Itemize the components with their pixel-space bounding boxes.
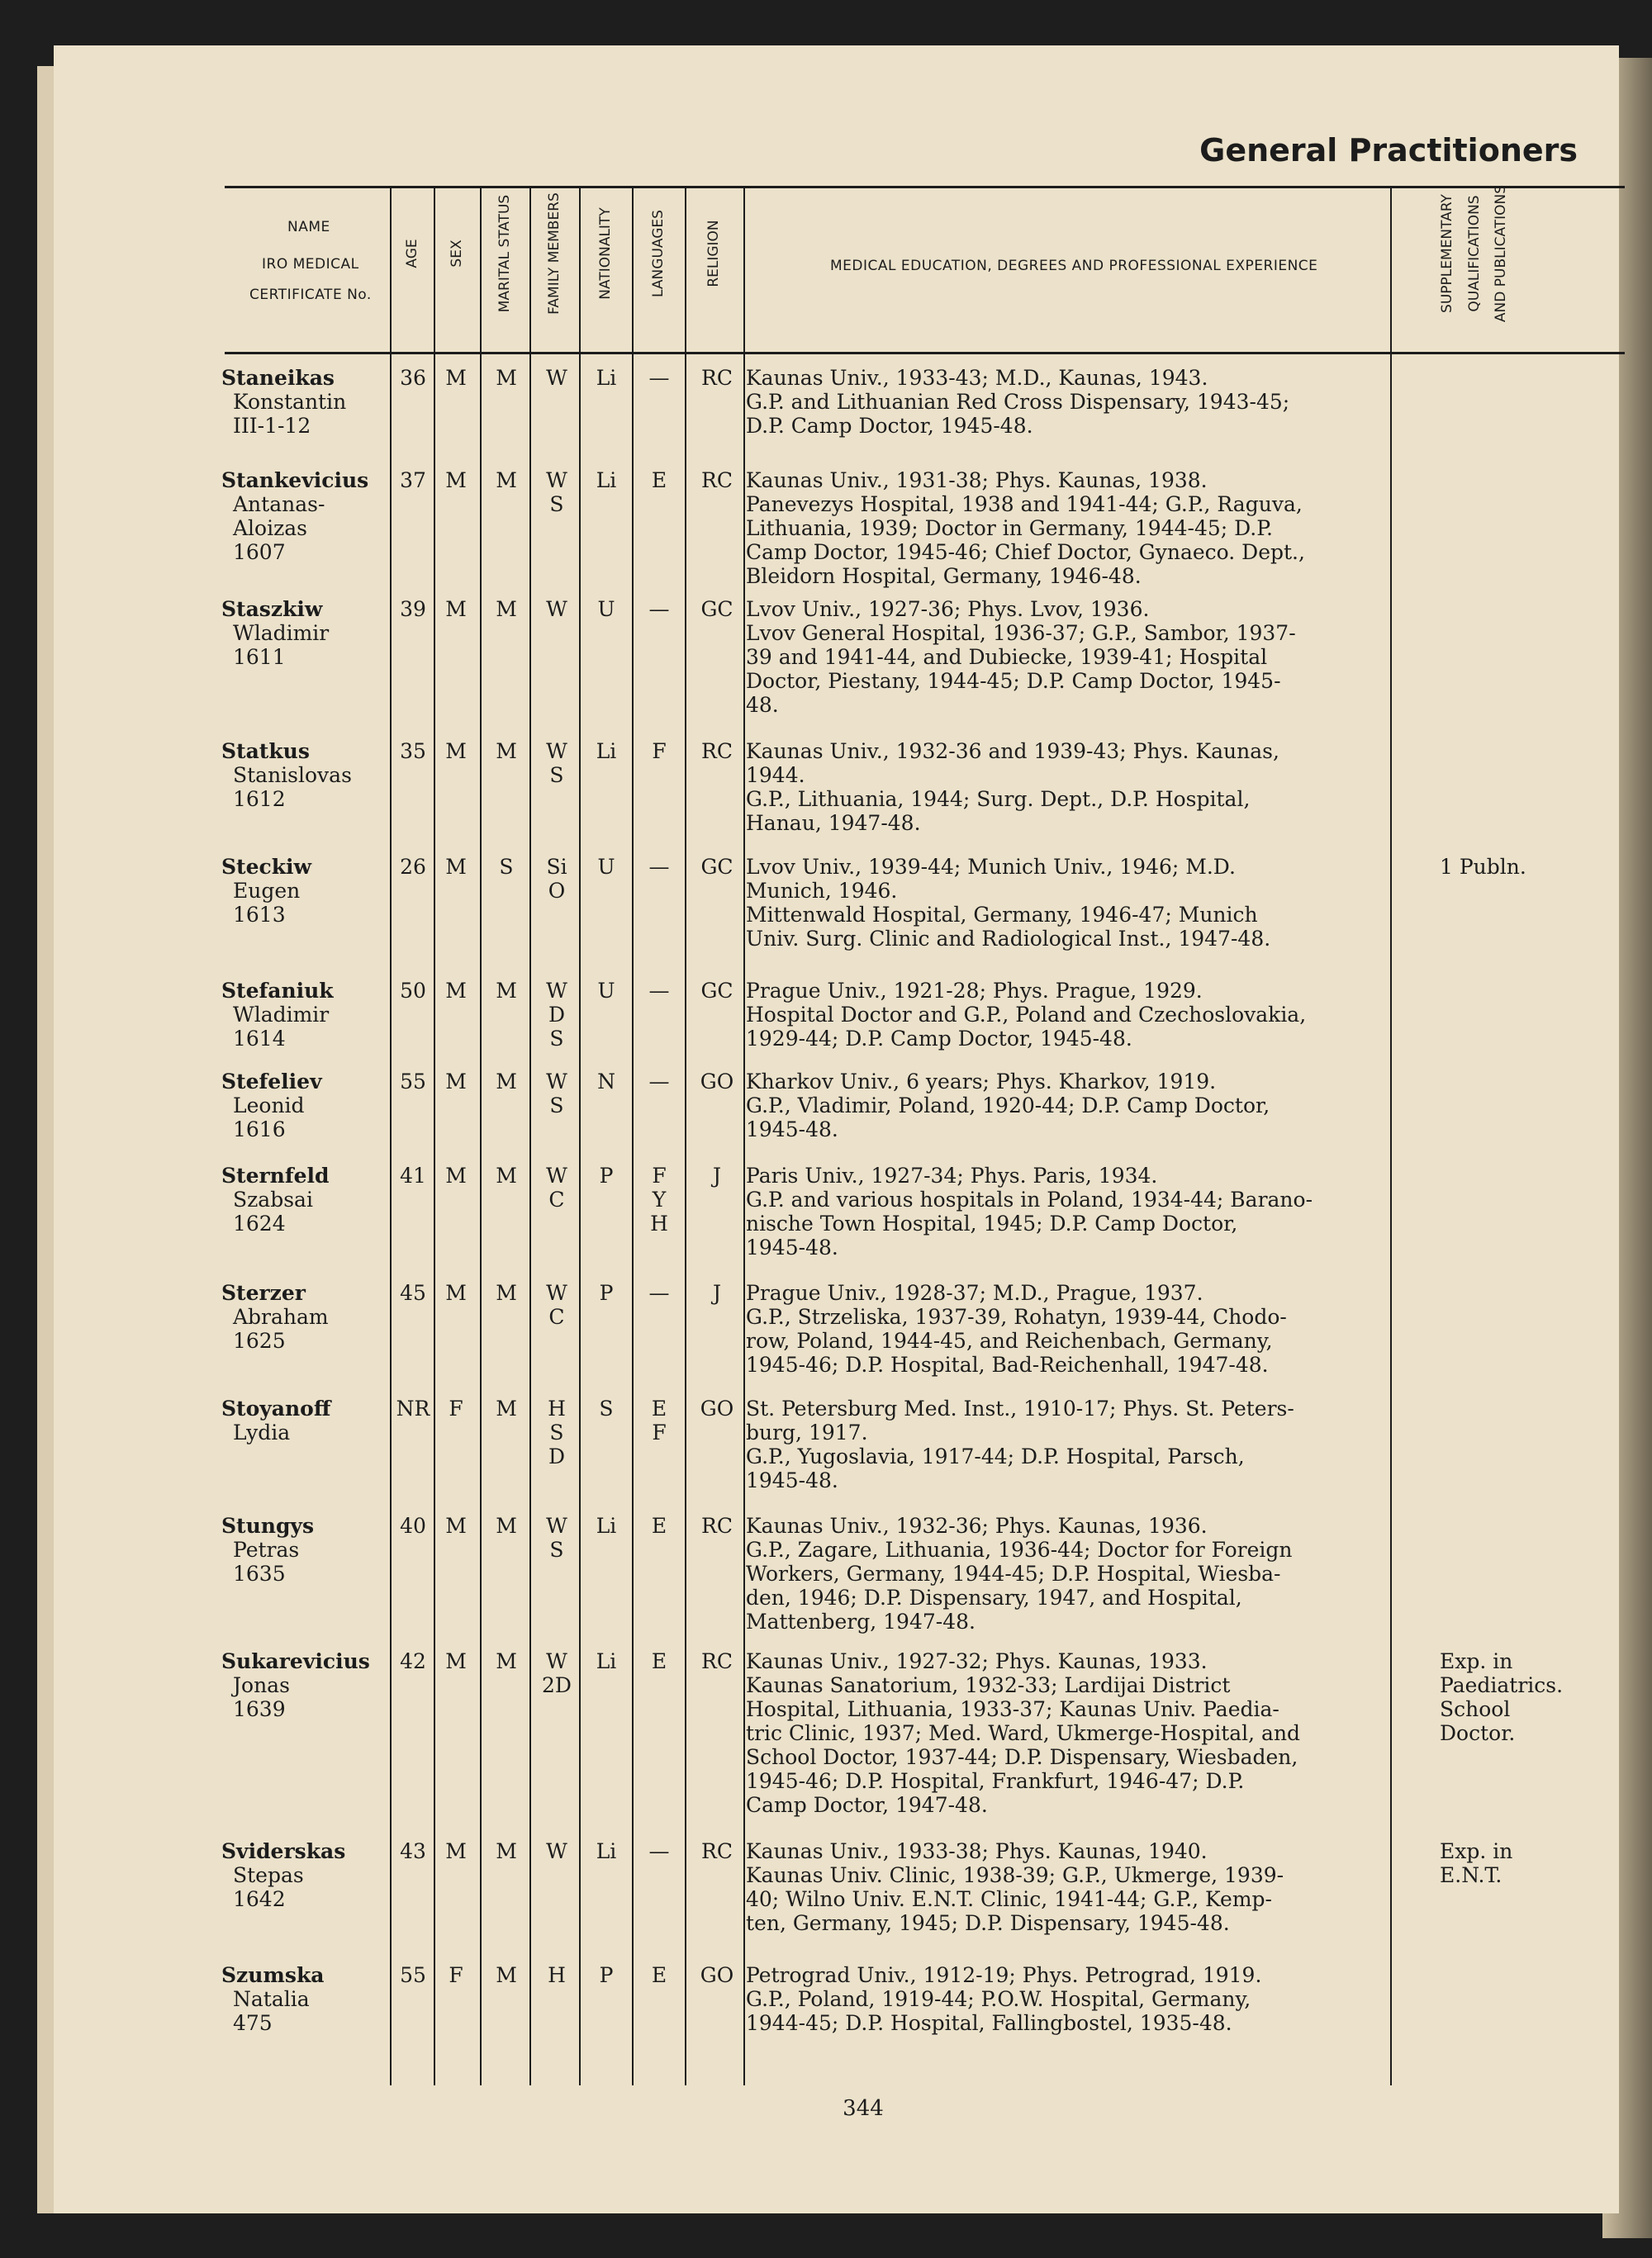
name-cell: [221, 366, 387, 438]
languages-cell-line: F: [652, 1421, 667, 1444]
languages-cell-line: E: [651, 1397, 667, 1421]
header-languages: LANGUAGES: [650, 210, 667, 297]
name-cell: [221, 1281, 387, 1353]
education-cell-line: 1945-48.: [746, 1468, 838, 1492]
education-cell-line: 40; Wilno Univ. E.N.T. Clinic, 1941-44; G.P., Kemp-: [746, 1887, 1272, 1911]
education-cell-line: Kaunas Univ., 1927-32; Phys. Kaunas, 1933.: [746, 1649, 1208, 1673]
name-cell: [221, 979, 387, 1051]
religion-cell: GC: [700, 979, 733, 1003]
education-cell-line: ten, Germany, 1945; D.P. Dispensary, 1945-48.: [746, 1911, 1230, 1935]
education-cell-line: G.P., Zagare, Lithuania, 1936-44; Doctor for Foreign: [746, 1538, 1293, 1562]
languages-cell: [634, 1164, 685, 1236]
education-cell-line: den, 1946; D.P. Dispensary, 1947, and Hospital,: [746, 1586, 1242, 1610]
education-cell-line: Hospital, Lithuania, 1933-37; Kaunas Univ. Paedia-: [746, 1697, 1279, 1721]
education-cell-line: 1945-46; D.P. Hospital, Bad-Reichenhall, 1947-48.: [746, 1353, 1269, 1377]
certificate-number: 1616: [233, 1117, 286, 1141]
nationality-cell: Li: [596, 1514, 617, 1538]
sex-cell: M: [445, 1839, 467, 1863]
header-supp3: AND PUBLICATIONS: [1493, 184, 1509, 323]
age-cell: 55: [400, 1070, 426, 1093]
nationality-cell: P: [599, 1963, 614, 1987]
supplementary-cell: [1440, 855, 1605, 879]
education-cell-line: Kharkov Univ., 6 years; Phys. Kharkov, 1919.: [746, 1070, 1217, 1093]
marital-cell: M: [496, 1070, 517, 1093]
education-cell-line: G.P., Strzeliska, 1937-39, Rohatyn, 1939-44, Chodo-: [746, 1305, 1287, 1329]
sex-cell: M: [445, 366, 467, 390]
languages-cell: [634, 468, 685, 492]
given-name: Antanas-: [233, 492, 325, 516]
age-cell: 36: [400, 366, 426, 390]
education-cell-line: 1945-46; D.P. Hospital, Frankfurt, 1946-47; D.P.: [746, 1769, 1245, 1793]
family-cell-line: S: [549, 763, 564, 787]
languages-cell-line: F: [652, 1164, 667, 1188]
family-cell-line: H: [548, 1397, 566, 1421]
education-cell-line: Camp Doctor, 1945-46; Chief Doctor, Gynaeco. Dept.,: [746, 540, 1305, 564]
name-cell: [221, 1514, 387, 1586]
header-supp2: QUALIFICATIONS: [1466, 195, 1483, 312]
supplementary-cell: [1440, 1839, 1605, 1887]
given-name: Wladimir: [233, 1003, 330, 1027]
family-cell: [533, 468, 581, 516]
family-cell: [533, 979, 581, 1051]
education-cell: [746, 1514, 1423, 1634]
nationality-cell: Li: [596, 468, 617, 492]
surname: Statkus: [221, 739, 310, 763]
languages-cell-line: —: [648, 1070, 670, 1093]
family-cell-line: S: [549, 1538, 564, 1562]
header-iro: IRO MEDICAL: [262, 256, 359, 273]
header-cert: CERTIFICATE No.: [249, 287, 372, 303]
supplementary-cell: [1440, 1649, 1605, 1745]
header-sex: SEX: [449, 240, 465, 268]
header-age: AGE: [404, 239, 420, 268]
education-cell-line: 1944-45; D.P. Hospital, Fallingbostel, 1935-48.: [746, 2011, 1232, 2035]
education-cell-line: G.P., Poland, 1919-44; P.O.W. Hospital, Germany,: [746, 1987, 1251, 2011]
family-cell-line: W: [546, 366, 567, 390]
family-cell-line: H: [548, 1963, 566, 1987]
surname: Sternfeld: [221, 1164, 330, 1188]
sex-cell: M: [445, 1281, 467, 1305]
header-supp1: SUPPLEMENTARY: [1439, 194, 1455, 313]
supplementary-cell-line: 1 Publn.: [1440, 855, 1526, 879]
religion-cell: GO: [700, 1397, 734, 1421]
given-name: Abraham: [233, 1305, 329, 1329]
education-cell-line: Petrograd Univ., 1912-19; Phys. Petrograd, 1919.: [746, 1963, 1262, 1987]
certificate-number: 1607: [233, 540, 286, 564]
religion-cell: GO: [700, 1963, 734, 1987]
education-cell-line: Lithuania, 1939; Doctor in Germany, 1944-45; D.P.: [746, 516, 1273, 540]
given-name: Konstantin: [233, 390, 347, 414]
languages-cell: [634, 1281, 685, 1305]
family-cell: [533, 855, 581, 903]
name-cell: [221, 1649, 387, 1721]
nationality-cell: P: [599, 1164, 614, 1188]
education-cell-line: Paris Univ., 1927-34; Phys. Paris, 1934.: [746, 1164, 1158, 1188]
nationality-cell: Li: [596, 1649, 617, 1673]
marital-cell: S: [499, 855, 514, 879]
education-cell-line: 1945-48.: [746, 1236, 838, 1259]
header-education: MEDICAL EDUCATION, DEGREES AND PROFESSIONAL EXPERIENCE: [830, 258, 1318, 274]
surname: Stungys: [221, 1514, 315, 1538]
page: [54, 45, 1619, 2213]
given-name: Natalia: [233, 1987, 310, 2011]
nationality-cell: N: [597, 1070, 615, 1093]
given-name: Wladimir: [233, 621, 330, 645]
marital-cell: M: [496, 979, 517, 1003]
education-cell: [746, 1164, 1423, 1259]
education-cell-line: nische Town Hospital, 1945; D.P. Camp Doctor,: [746, 1212, 1238, 1236]
languages-cell: [634, 1397, 685, 1444]
languages-cell: [634, 366, 685, 390]
name-cell: [221, 1963, 387, 2035]
surname: Stefeliev: [221, 1070, 322, 1093]
given-name: Lydia: [233, 1421, 291, 1444]
marital-cell: M: [496, 1397, 517, 1421]
marital-cell: M: [496, 1164, 517, 1188]
marital-cell: M: [496, 1963, 517, 1987]
certificate-number: 1625: [233, 1329, 286, 1353]
family-cell-line: W: [546, 1281, 567, 1305]
education-cell-line: Doctor, Piestany, 1944-45; D.P. Camp Doctor, 1945-: [746, 669, 1281, 693]
age-cell: 45: [400, 1281, 426, 1305]
family-cell-line: W: [546, 1649, 567, 1673]
education-cell: [746, 1649, 1423, 1817]
education-cell-line: Hospital Doctor and G.P., Poland and Czechoslovakia,: [746, 1003, 1307, 1027]
age-cell: 40: [400, 1514, 426, 1538]
family-cell-line: D: [548, 1444, 566, 1468]
family-cell: [533, 1397, 581, 1468]
certificate-number: 1635: [233, 1562, 286, 1586]
languages-cell-line: —: [648, 1839, 670, 1863]
religion-cell: J: [712, 1164, 722, 1188]
age-cell: 39: [400, 597, 426, 621]
header-nationality: NATIONALITY: [597, 207, 614, 300]
education-cell-line: 1945-48.: [746, 1117, 838, 1141]
education-cell-line: 48.: [746, 693, 779, 717]
education-cell-line: School Doctor, 1937-44; D.P. Dispensary, Wiesbaden,: [746, 1745, 1298, 1769]
education-cell: [746, 468, 1423, 588]
certificate-number: 1612: [233, 787, 286, 811]
name-cell: [221, 739, 387, 811]
education-cell-line: Prague Univ., 1928-37; M.D., Prague, 1937.: [746, 1281, 1203, 1305]
family-cell-line: W: [546, 1070, 567, 1093]
sex-cell: M: [445, 1514, 467, 1538]
education-cell: [746, 366, 1423, 438]
marital-cell: M: [496, 1514, 517, 1538]
family-cell: [533, 1164, 581, 1212]
supplementary-cell-line: Exp. in: [1440, 1649, 1513, 1673]
family-cell-line: W: [546, 979, 567, 1003]
nationality-cell: Li: [596, 1839, 617, 1863]
family-cell-line: C: [548, 1305, 565, 1329]
languages-cell-line: —: [648, 979, 670, 1003]
age-cell: 50: [400, 979, 426, 1003]
languages-cell: [634, 1839, 685, 1863]
surname: Stankevicius: [221, 468, 369, 492]
religion-cell: RC: [701, 1839, 733, 1863]
education-cell-line: G.P. and Lithuanian Red Cross Dispensary, 1943-45;: [746, 390, 1290, 414]
languages-cell-line: E: [651, 1514, 667, 1538]
marital-cell: M: [496, 366, 517, 390]
age-cell: 41: [400, 1164, 426, 1188]
education-cell-line: tric Clinic, 1937; Med. Ward, Ukmerge-Hospital, and: [746, 1721, 1301, 1745]
education-cell-line: Lvov Univ., 1927-36; Phys. Lvov, 1936.: [746, 597, 1150, 621]
education-cell: [746, 1281, 1423, 1377]
languages-cell-line: H: [650, 1212, 668, 1236]
education-cell: [746, 1963, 1423, 2035]
religion-cell: GO: [700, 1070, 734, 1093]
education-cell-line: Lvov Univ., 1939-44; Munich Univ., 1946; M.D.: [746, 855, 1236, 879]
family-cell: [533, 1649, 581, 1697]
languages-cell-line: —: [648, 855, 670, 879]
religion-cell: RC: [701, 468, 733, 492]
education-cell-line: Univ. Surg. Clinic and Radiological Inst., 1947-48.: [746, 927, 1271, 951]
religion-cell: RC: [701, 739, 733, 763]
languages-cell: [634, 1963, 685, 1987]
certificate-number: III-1-12: [233, 414, 311, 438]
family-cell: [533, 366, 581, 390]
education-cell-line: G.P., Vladimir, Poland, 1920-44; D.P. Camp Doctor,: [746, 1093, 1270, 1117]
languages-cell-line: —: [648, 1281, 670, 1305]
sex-cell: M: [445, 855, 467, 879]
surname: Szumska: [221, 1963, 325, 1987]
family-cell: [533, 1963, 581, 1987]
nationality-cell: Li: [596, 739, 617, 763]
languages-cell-line: E: [651, 1963, 667, 1987]
marital-cell: M: [496, 1649, 517, 1673]
family-cell-line: C: [548, 1188, 565, 1212]
education-cell-line: Workers, Germany, 1944-45; D.P. Hospital, Wiesba-: [746, 1562, 1281, 1586]
header-family: FAMILY MEMBERS: [546, 192, 563, 315]
education-cell-line: Kaunas Univ., 1932-36; Phys. Kaunas, 1936.: [746, 1514, 1208, 1538]
given-name: Eugen: [233, 879, 301, 903]
education-cell-line: 39 and 1941-44, and Dubiecke, 1939-41; Hospital: [746, 645, 1268, 669]
age-cell: 37: [400, 468, 426, 492]
name-cell: [221, 468, 387, 564]
sex-cell: M: [445, 979, 467, 1003]
given-name: Leonid: [233, 1093, 305, 1117]
name-cell: [221, 1397, 387, 1444]
nationality-cell: P: [599, 1281, 614, 1305]
family-cell-line: S: [549, 1027, 564, 1051]
age-cell: 42: [400, 1649, 426, 1673]
given-name: Petras: [233, 1538, 300, 1562]
family-cell: [533, 1839, 581, 1863]
education-cell-line: Prague Univ., 1921-28; Phys. Prague, 1929.: [746, 979, 1203, 1003]
education-cell-line: Kaunas Univ., 1933-43; M.D., Kaunas, 1943.: [746, 366, 1208, 390]
given-name: Stanislovas: [233, 763, 352, 787]
marital-cell: M: [496, 1839, 517, 1863]
religion-cell: RC: [701, 366, 733, 390]
supplementary-cell-line: Doctor.: [1440, 1721, 1516, 1745]
religion-cell: J: [712, 1281, 722, 1305]
running-head: General Practitioners: [1199, 132, 1578, 168]
education-cell-line: St. Petersburg Med. Inst., 1910-17; Phys. St. Peters-: [746, 1397, 1294, 1421]
certificate-number: 1642: [233, 1887, 286, 1911]
education-cell-line: Lvov General Hospital, 1936-37; G.P., Sambor, 1937-: [746, 621, 1296, 645]
given-name-2: Aloizas: [233, 516, 308, 540]
sex-cell: M: [445, 468, 467, 492]
name-cell: [221, 1839, 387, 1911]
education-cell: [746, 979, 1423, 1051]
languages-cell: [634, 979, 685, 1003]
education-cell-line: Mittenwald Hospital, Germany, 1946-47; Munich: [746, 903, 1258, 927]
family-cell-line: W: [546, 1839, 567, 1863]
family-cell-line: W: [546, 739, 567, 763]
age-cell: 26: [400, 855, 426, 879]
family-cell: [533, 1281, 581, 1329]
family-cell-line: W: [546, 468, 567, 492]
sex-cell: M: [445, 1070, 467, 1093]
languages-cell-line: F: [652, 739, 667, 763]
languages-cell-line: Y: [652, 1188, 667, 1212]
education-cell-line: burg, 1917.: [746, 1421, 868, 1444]
languages-cell: [634, 1070, 685, 1093]
education-cell: [746, 855, 1423, 951]
supplementary-cell-line: E.N.T.: [1440, 1863, 1502, 1887]
family-cell: [533, 597, 581, 621]
languages-cell: [634, 1649, 685, 1673]
family-cell-line: W: [546, 1514, 567, 1538]
education-cell-line: Panevezys Hospital, 1938 and 1941-44; G.P., Raguva,: [746, 492, 1303, 516]
family-cell-line: S: [549, 1421, 564, 1444]
marital-cell: M: [496, 597, 517, 621]
education-cell: [746, 739, 1423, 835]
family-cell-line: S: [549, 1093, 564, 1117]
education-cell-line: row, Poland, 1944-45, and Reichenbach, Germany,: [746, 1329, 1273, 1353]
education-cell-line: Bleidorn Hospital, Germany, 1946-48.: [746, 564, 1142, 588]
languages-cell-line: —: [648, 366, 670, 390]
name-cell: [221, 1164, 387, 1236]
education-cell-line: 1929-44; D.P. Camp Doctor, 1945-48.: [746, 1027, 1132, 1051]
education-cell: [746, 1397, 1423, 1492]
languages-cell: [634, 855, 685, 879]
name-cell: [221, 1070, 387, 1141]
certificate-number: 1613: [233, 903, 286, 927]
family-cell-line: D: [548, 1003, 566, 1027]
education-cell-line: Hanau, 1947-48.: [746, 811, 921, 835]
education-cell-line: Kaunas Sanatorium, 1932-33; Lardijai District: [746, 1673, 1231, 1697]
nationality-cell: S: [599, 1397, 614, 1421]
religion-cell: GC: [700, 597, 733, 621]
surname: Stoyanoff: [221, 1397, 331, 1421]
marital-cell: M: [496, 468, 517, 492]
supplementary-cell-line: Paediatrics.: [1440, 1673, 1564, 1697]
nationality-cell: U: [597, 855, 615, 879]
education-cell-line: Kaunas Univ. Clinic, 1938-39; G.P., Ukmerge, 1939-: [746, 1863, 1284, 1887]
header-name: NAME: [287, 219, 330, 235]
age-cell: 55: [400, 1963, 426, 1987]
education-cell-line: Munich, 1946.: [746, 879, 898, 903]
education-cell-line: Kaunas Univ., 1932-36 and 1939-43; Phys. Kaunas,: [746, 739, 1279, 763]
surname: Staszkiw: [221, 597, 323, 621]
sex-cell: M: [445, 1164, 467, 1188]
certificate-number: 1614: [233, 1027, 286, 1051]
education-cell: [746, 1839, 1423, 1935]
education-cell-line: Mattenberg, 1947-48.: [746, 1610, 976, 1634]
religion-cell: RC: [701, 1649, 733, 1673]
surname: Sterzer: [221, 1281, 306, 1305]
sex-cell: F: [449, 1397, 463, 1421]
given-name: Stepas: [233, 1863, 304, 1887]
family-cell-line: O: [548, 879, 566, 903]
religion-cell: RC: [701, 1514, 733, 1538]
surname: Sviderskas: [221, 1839, 346, 1863]
certificate-number: 475: [233, 2011, 273, 2035]
given-name: Jonas: [233, 1673, 290, 1697]
languages-cell: [634, 1514, 685, 1538]
name-cell: [221, 597, 387, 669]
certificate-number: 1611: [233, 645, 286, 669]
supplementary-cell-line: Exp. in: [1440, 1839, 1513, 1863]
sex-cell: M: [445, 1649, 467, 1673]
education-cell-line: Camp Doctor, 1947-48.: [746, 1793, 988, 1817]
name-cell: [221, 855, 387, 927]
certificate-number: 1639: [233, 1697, 286, 1721]
surname: Staneikas: [221, 366, 335, 390]
surname: Steckiw: [221, 855, 312, 879]
education-cell-line: G.P., Lithuania, 1944; Surg. Dept., D.P. Hospital,: [746, 787, 1251, 811]
family-cell: [533, 739, 581, 787]
education-cell-line: G.P. and various hospitals in Poland, 1934-44; Barano-: [746, 1188, 1313, 1212]
header-marital: MARITAL STATUS: [496, 194, 513, 313]
col-line: [390, 186, 392, 2085]
surname: Sukarevicius: [221, 1649, 370, 1673]
sex-cell: M: [445, 597, 467, 621]
education-cell-line: Kaunas Univ., 1933-38; Phys. Kaunas, 1940.: [746, 1839, 1208, 1863]
family-cell: [533, 1070, 581, 1117]
languages-cell: [634, 739, 685, 763]
education-cell-line: D.P. Camp Doctor, 1945-48.: [746, 414, 1033, 438]
age-cell: 43: [400, 1839, 426, 1863]
marital-cell: M: [496, 1281, 517, 1305]
sex-cell: M: [445, 739, 467, 763]
nationality-cell: Li: [596, 366, 617, 390]
education-cell-line: Kaunas Univ., 1931-38; Phys. Kaunas, 1938.: [746, 468, 1208, 492]
languages-cell-line: E: [651, 1649, 667, 1673]
age-cell: 35: [400, 739, 426, 763]
education-cell: [746, 1070, 1423, 1141]
col-line: [685, 186, 686, 2085]
surname: Stefaniuk: [221, 979, 334, 1003]
education-cell-line: 1944.: [746, 763, 805, 787]
given-name: Szabsai: [233, 1188, 313, 1212]
family-cell-line: 2D: [542, 1673, 572, 1697]
family-cell: [533, 1514, 581, 1562]
certificate-number: 1624: [233, 1212, 286, 1236]
family-cell-line: Si: [546, 855, 567, 879]
marital-cell: M: [496, 739, 517, 763]
page-number: 344: [843, 2096, 884, 2121]
languages-cell: [634, 597, 685, 621]
nationality-cell: U: [597, 979, 615, 1003]
religion-cell: GC: [700, 855, 733, 879]
family-cell-line: S: [549, 492, 564, 516]
nationality-cell: U: [597, 597, 615, 621]
languages-cell-line: E: [651, 468, 667, 492]
languages-cell-line: —: [648, 597, 670, 621]
education-cell-line: G.P., Yugoslavia, 1917-44; D.P. Hospital, Parsch,: [746, 1444, 1245, 1468]
family-cell-line: W: [546, 1164, 567, 1188]
education-cell: [746, 597, 1423, 717]
supplementary-cell-line: School: [1440, 1697, 1511, 1721]
family-cell-line: W: [546, 597, 567, 621]
header-religion: RELIGION: [705, 220, 722, 287]
age-cell: NR: [396, 1397, 430, 1421]
sex-cell: F: [449, 1963, 463, 1987]
